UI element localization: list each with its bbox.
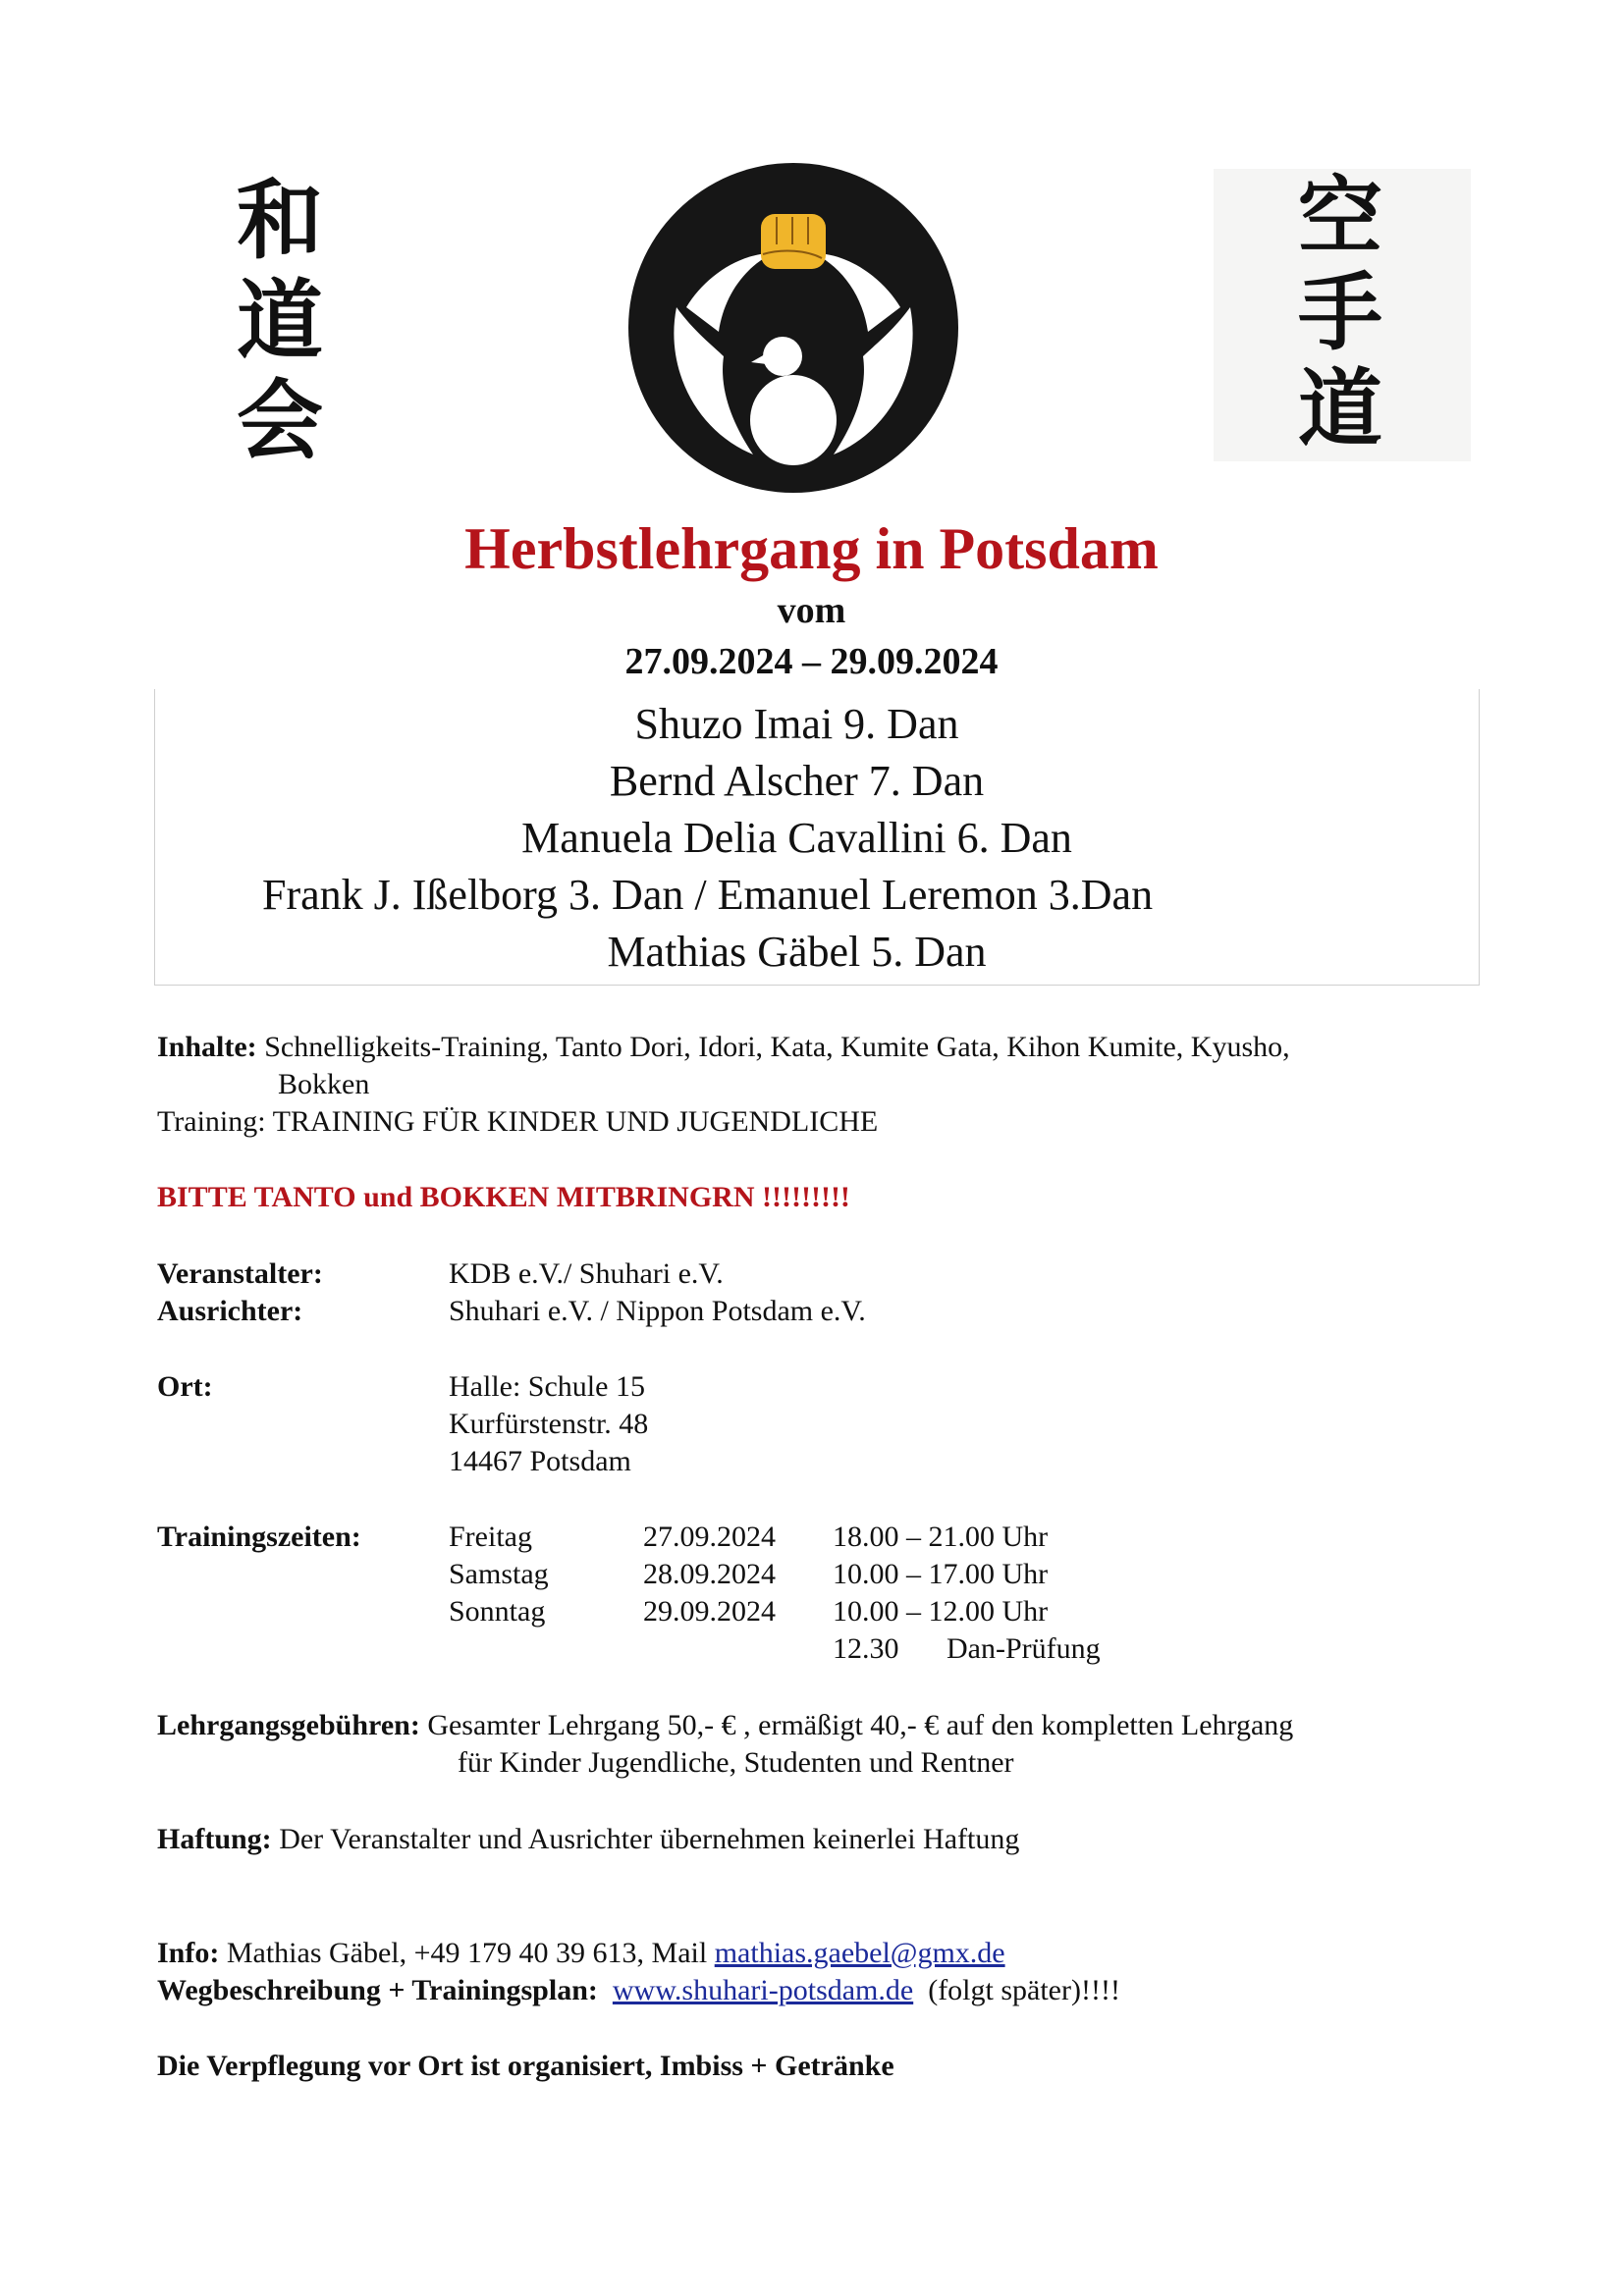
info-row [157, 1937, 1005, 1970]
exam-time: 12.30 [833, 1632, 899, 1665]
schedule-date: 29.09.2024 [643, 1595, 776, 1628]
schedule-day: Sonntag [449, 1595, 546, 1628]
inhalte-text-cont: Bokken [278, 1068, 370, 1100]
club-logo [625, 160, 961, 496]
vom-label: vom [777, 590, 846, 631]
ort-line: Halle: Schule 15 [449, 1370, 645, 1403]
date-range: 27.09.2024 – 29.09.2024 [624, 641, 999, 682]
ausrichter-value: Shuhari e.V. / Nippon Potsdam e.V. [449, 1295, 866, 1327]
schedule-time: 10.00 – 17.00 Uhr [833, 1558, 1049, 1590]
karatedo-calligraphy [1276, 167, 1404, 458]
schedule-day: Freitag [449, 1521, 532, 1553]
kanji-right-2: 手 [1298, 263, 1382, 362]
inhalte-label: Inhalte: [157, 1031, 257, 1063]
gebuehren-row [157, 1709, 1293, 1742]
training-row [157, 1105, 878, 1139]
trainer-line: Mathias Gäbel 5. Dan [607, 928, 987, 976]
info-label: Info: [157, 1937, 220, 1969]
dove-body [750, 375, 837, 465]
notice-text: BITTE TANTO und BOKKEN MITBRINGRN !!!!!!!!! [157, 1181, 850, 1213]
page-title: Herbstlehrgang in Potsdam [464, 516, 1159, 581]
verpflegung-text: Die Verpflegung vor Ort ist organisiert, Imbiss + Getränke [157, 2050, 894, 2082]
ort-line: Kurfürstenstr. 48 [449, 1408, 649, 1440]
ort-line: 14467 Potsdam [449, 1445, 631, 1477]
schedule-time: 10.00 – 12.00 Uhr [833, 1595, 1049, 1628]
website-link[interactable]: www.shuhari-potsdam.de [612, 1974, 914, 2006]
weg-row [157, 1974, 1120, 2007]
inhalte-row [157, 1031, 1290, 1064]
veranstalter-label: Veranstalter: [157, 1257, 323, 1290]
weg-suffix: (folgt später)!!!! [928, 1974, 1120, 2006]
trainer-line: Frank J. Ißelborg 3. Dan / Emanuel Leremon 3.Dan [262, 871, 1154, 919]
kanji-right-3: 道 [1298, 359, 1382, 458]
email-link[interactable]: mathias.gaebel@gmx.de [714, 1937, 1005, 1969]
gebuehren-text: Gesamter Lehrgang 50,- € , ermäßigt 40,- € auf den kompletten Lehrgang [427, 1709, 1294, 1741]
gebuehren-text-cont: für Kinder Jugendliche, Studenten und Rentner [458, 1746, 1014, 1779]
trainer-line: Manuela Delia Cavallini 6. Dan [521, 814, 1072, 862]
ausrichter-label: Ausrichter: [157, 1295, 303, 1327]
kanji-right-1: 空 [1298, 167, 1382, 266]
haftung-row [157, 1823, 1019, 1856]
trainer-line: Bernd Alscher 7. Dan [609, 757, 985, 805]
ort-label: Ort: [157, 1370, 213, 1403]
schedule-day: Samstag [449, 1558, 549, 1590]
schedule-date: 27.09.2024 [643, 1521, 776, 1553]
dove-head [763, 337, 802, 376]
schedule-time: 18.00 – 21.00 Uhr [833, 1521, 1049, 1553]
kanji-left-2: 道 [236, 269, 323, 371]
kanji-left-1: 和 [236, 169, 323, 271]
training-label: Training: [157, 1105, 266, 1138]
training-value: TRAINING FÜR KINDER UND JUGENDLICHE [272, 1105, 879, 1138]
haftung-text: Der Veranstalter und Ausrichter übernehmen keinerlei Haftung [279, 1823, 1020, 1855]
gebuehren-label: Lehrgangsgebühren: [157, 1709, 420, 1741]
wadokai-calligraphy [221, 169, 339, 471]
haftung-label: Haftung: [157, 1823, 272, 1855]
trainer-line: Shuzo Imai 9. Dan [634, 700, 959, 748]
weg-label: Wegbeschreibung + Trainingsplan: [157, 1974, 598, 2006]
info-text: Mathias Gäbel, +49 179 40 39 613, Mail [226, 1937, 708, 1969]
inhalte-text: Schnelligkeits-Training, Tanto Dori, Idori, Kata, Kumite Gata, Kihon Kumite, Kyusho, [264, 1031, 1290, 1063]
exam-label: Dan-Prüfung [947, 1632, 1101, 1665]
kanji-left-3: 会 [236, 369, 323, 471]
trainingszeiten-label: Trainingszeiten: [157, 1521, 361, 1553]
schedule-date: 28.09.2024 [643, 1558, 776, 1590]
veranstalter-value: KDB e.V./ Shuhari e.V. [449, 1257, 724, 1290]
